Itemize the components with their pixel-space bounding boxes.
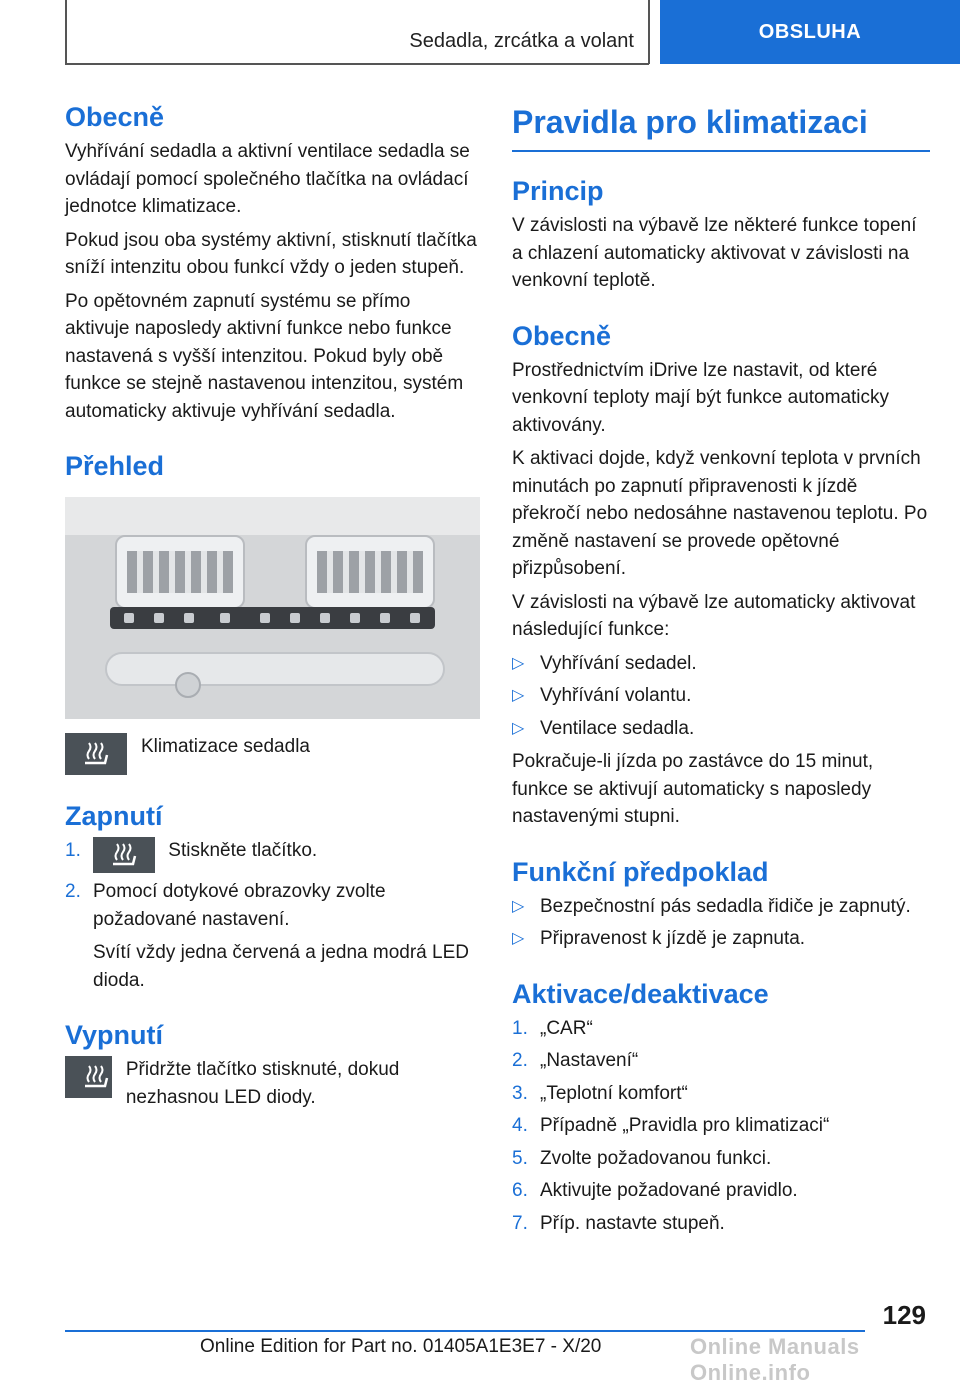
continue-text: Pokračuje-li jízda po zastávce do 15 minut, funkce se aktivují automaticky s naposledy nastavenými stupni. <box>512 751 874 827</box>
page-number: 129 <box>882 1300 926 1330</box>
triangle-bullet-icon: ▷ <box>512 897 525 915</box>
edition-text: Online Edition for Part no. 01405A1E3E7 - X/20 <box>200 1336 602 1357</box>
list-item: 1. Stiskněte tlačítko. <box>65 837 480 873</box>
seat-climate-legend <box>65 733 480 775</box>
page-title: Pravidla pro klimatizaci <box>512 100 930 152</box>
triangle-bullet-icon: ▷ <box>512 654 525 672</box>
seat-climate-button-icon <box>93 837 155 873</box>
prerequisite-heading: Funkční předpoklad <box>512 856 769 887</box>
section-tab[interactable]: OBSLUHA <box>660 0 960 64</box>
watermark: Online Manuals Online.info <box>690 1334 860 1385</box>
header-left-rule <box>65 0 67 64</box>
chapter-title: Sedadla, zrcátka a volant <box>409 30 634 52</box>
list-item: 2. Pomocí dotykové obrazovky zvolte požadované nastavení. <box>65 881 386 930</box>
switch-on-note: Svítí vždy jedna červená a jedna modrá LED dioda. <box>93 942 469 991</box>
activation-steps <box>512 1015 930 1238</box>
seat-climate-icon <box>65 1056 112 1098</box>
general-paragraph-2: Pokud jsou oba systémy aktivní, stisknutí tlačítka sníží intenzitu obou funkcí vždy o jeden stupeň. <box>65 229 477 278</box>
list-item: 3. „Teplotní komfort“ <box>512 1082 688 1104</box>
list-item: 1. „CAR“ <box>512 1017 593 1039</box>
general-paragraph-1: Prostřednictvím iDrive lze nastavit, od které venkovní teploty mají být funkce automaticky aktivovány. <box>512 359 890 436</box>
list-item: 2. „Nastavení“ <box>512 1050 639 1071</box>
right-column <box>512 100 930 1243</box>
header-divider <box>648 0 650 64</box>
list-item: ▷ Ventilace sedadla. <box>512 715 930 743</box>
general-heading: Obecně <box>65 102 165 132</box>
principle-text: V závislosti na výbavě lze některé funkce topení a chlazení automaticky aktivovat v závislosti na venkovní teplotě. <box>512 215 917 291</box>
general-paragraph-2: K aktivaci dojde, když venkovní teplota v prvních minutách po zapnutí připravenosti k jízdě překročí nebo nedosáhne nastavenou teplotu. Po změně nastavení se provede opětovné přizpůsobení. <box>512 448 928 579</box>
list-item: ▷ Bezpečnostní pás sedadla řidiče je zapnutý. <box>512 893 930 921</box>
switch-off-text: Přidržte tlačítko stisknuté, dokud nezhasnou LED diody. <box>125 1059 400 1108</box>
list-item: ▷ Připravenost k jízdě je zapnuta. <box>512 925 930 953</box>
switch-off-row <box>65 1056 480 1111</box>
footer-rule <box>65 1330 865 1332</box>
list-item: 4. Případně „Pravidla pro klimatizaci“ <box>512 1115 830 1136</box>
activation-heading: Aktivace/deaktivace <box>512 978 769 1009</box>
principle-heading: Princip <box>512 176 604 206</box>
left-column <box>65 100 480 1119</box>
switch-on-steps <box>65 837 480 933</box>
overview-heading: Přehled <box>65 451 165 481</box>
climate-panel-photo <box>65 497 480 719</box>
triangle-bullet-icon: ▷ <box>512 930 525 947</box>
triangle-bullet-icon: ▷ <box>512 687 525 704</box>
switch-off-heading: Vypnutí <box>65 1020 163 1050</box>
list-item: 6. Aktivujte požadované pravidlo. <box>512 1180 798 1201</box>
general-paragraph-1: Vyhřívání sedadla a aktivní ventilace sedadla se ovládají pomocí společného tlačítka na ovládací jednotce klimatizace. <box>65 141 470 217</box>
prerequisite-list <box>512 893 930 953</box>
switch-on-heading: Zapnutí <box>65 801 163 831</box>
list-item: ▷ Vyhřívání volantu. <box>512 682 930 710</box>
general-heading-right: Obecně <box>512 320 612 351</box>
list-item: 7. Příp. nastavte stupeň. <box>512 1212 725 1234</box>
general-paragraph-3: Po opětovném zapnutí systému se přímo aktivuje naposledy aktivní funkce nebo funkce nastavená s vyšší intenzitou. Pokud byly obě funkce se stejně nastavenou intenzitou, systém automaticky aktivuje vyhřívání sedadla. <box>65 290 464 422</box>
header-bottom-rule <box>65 63 649 65</box>
general-paragraph-3: V závislosti na výbavě lze automaticky aktivovat následující funkce: <box>512 591 916 640</box>
seat-climate-icon <box>65 733 127 775</box>
seat-climate-caption: Klimatizace sedadla <box>141 736 310 757</box>
triangle-bullet-icon: ▷ <box>512 719 525 737</box>
function-list <box>512 650 930 743</box>
list-item: 5. Zvolte požadovanou funkci. <box>512 1147 772 1169</box>
list-item: ▷ Vyhřívání sedadel. <box>512 650 930 678</box>
